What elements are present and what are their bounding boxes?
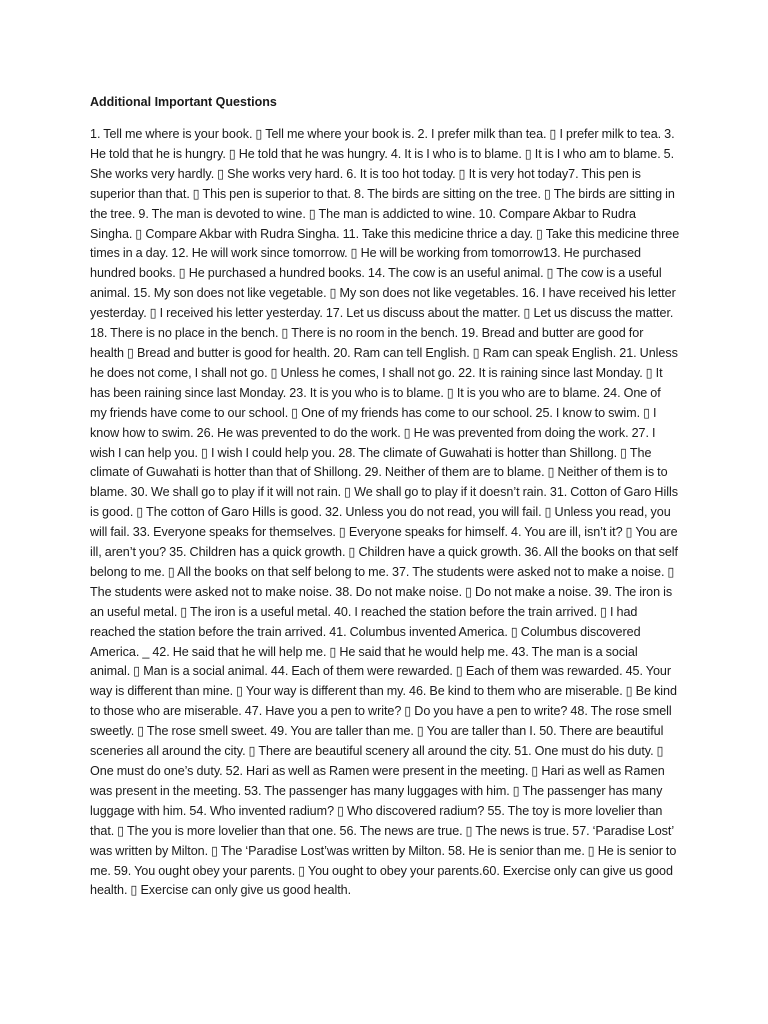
document-body-text: 1. Tell me where is your book. ▯ Tell me where your book is. 2. I prefer milk than tea. ▯ I prefer milk to tea. 3. He told that he is hungry. ▯ He told that he was hungry. 4. It is I who is to blame. ▯ It is I who am to blame. 5. She works very hardly. ▯ She works very hard. 6. It is too hot today. ▯ It is very hot today7. This pen is superior than that. ▯ This pen is superior to that. 8. The birds are sitting on the tree. ▯ The birds are sitting in the tree. 9. The man is devoted to wine. ▯ The man is addicted to wine. 10. Compare Akbar to Rudra Singha. ▯ Compare Akbar with Rudra Singha. 11. Take this medicine thrice a day. ▯ Take this medicine three times in a day. 12. He will work since tomorrow. ▯ He will be working from tomorrow13. He purchased hundred books. ▯ He purchased a hundred books. 14. The cow is an useful animal. ▯ The cow is a useful animal. 15. My son does not like vegetable. ▯ My son does not like vegetables. 16. I have received his letter yesterday. ▯ I received his letter yesterday. 17. Let us discuss about the matter. ▯ Let us discuss the matter. 18. There is no place in the bench. ▯ There is no room in the bench. 19. Bread and butter are good for health ▯ Bread and butter is good for health. 20. Ram can tell English. ▯ Ram can speak English. 21. Unless he does not come, I shall not go. ▯ Unless he comes, I shall not go. 22. It is raining since last Monday. ▯ It has been raining since last Monday. 23. It is you who is to blame. ▯ It is you who are to blame. 24. One of my friends have come to our school. ▯ One of my friends has come to our school. 25. I know to swim. ▯ I know how to swim. 26. He was prevented to do the work. ▯ He was prevented from doing the work. 27. I wish I can help you. ▯ I wish I could help you. 28. The climate of Guwahati is hotter than Shillong. ▯ The climate of Guwahati is hotter than that of Shillong. 29. Neither of them are to blame. ▯ Neither of them is to blame. 30. We shall go to play if it will not rain. ▯ We shall go to play if it doesn’t rain. 31. Cotton of Garo Hills is good. ▯ The cotton of Garo Hills is good. 32. Unless you do not read, you will fail. ▯ Unless you read, you will fail. 33. Everyone speaks for themselves. ▯ Everyone speaks for himself. 4. You are ill, isn’t it? ▯ You are ill, aren’t you? 35. Children has a quick growth. ▯ Children have a quick growth. 36. All the books on that self belong to me. ▯ All the books on that self belong to me. 37. The students were asked not to make a noise. ▯ The students were asked not to make noise. 38. Do not make noise. ▯ Do not make a noise. 39. The iron is an useful metal. ▯ The iron is a useful metal. 40. I reached the station before the train arrived. ▯ I had reached the station before the train arrived. 41. Columbus invented America. ▯ Columbus discovered America. _ 42. He said that he will help me. ▯ He said that he would help me. 43. The man is a social animal. ▯ Man is a social animal. 44. Each of them were rewarded. ▯ Each of them was rewarded. 45. Your way is different than mine. ▯ Your way is different than my. 46. Be kind to them who are miserable. ▯ Be kind to those who are miserable. 47. Have you a pen to write? ▯ Do you have a pen to write? 48. The rose smell sweetly. ▯ The rose smell sweet. 49. You are taller than me. ▯ You are taller than I. 50. There are beautiful sceneries all around the city. ▯ There are beautiful scenery all around the city. 51. One must do his duty. ▯ One must do one’s duty. 52. Hari as well as Ramen were present in the meeting. ▯ Hari as well as Ramen was present in the meeting. 53. The passenger has many luggages with him. ▯ The passenger has many luggage with him. 54. Who invented radium? ▯ Who discovered radium? 55. The toy is more lovelier than that. ▯ The you is more lovelier than that one. 56. The news are true. ▯ The news is true. 57. ‘Paradise Lost’ was written by Milton. ▯ The ‘Paradise Lost’was written by Milton. 58. He is senior than me. ▯ He is senior to me. 59. You ought obey your parents. ▯ You ought to obey your parents.60. Exercise only can give us good health. ▯ Exercise can only give us good health. xyxy=(90,127,680,898)
document-title: Additional Important Questions xyxy=(90,95,277,109)
document-page xyxy=(90,94,680,901)
